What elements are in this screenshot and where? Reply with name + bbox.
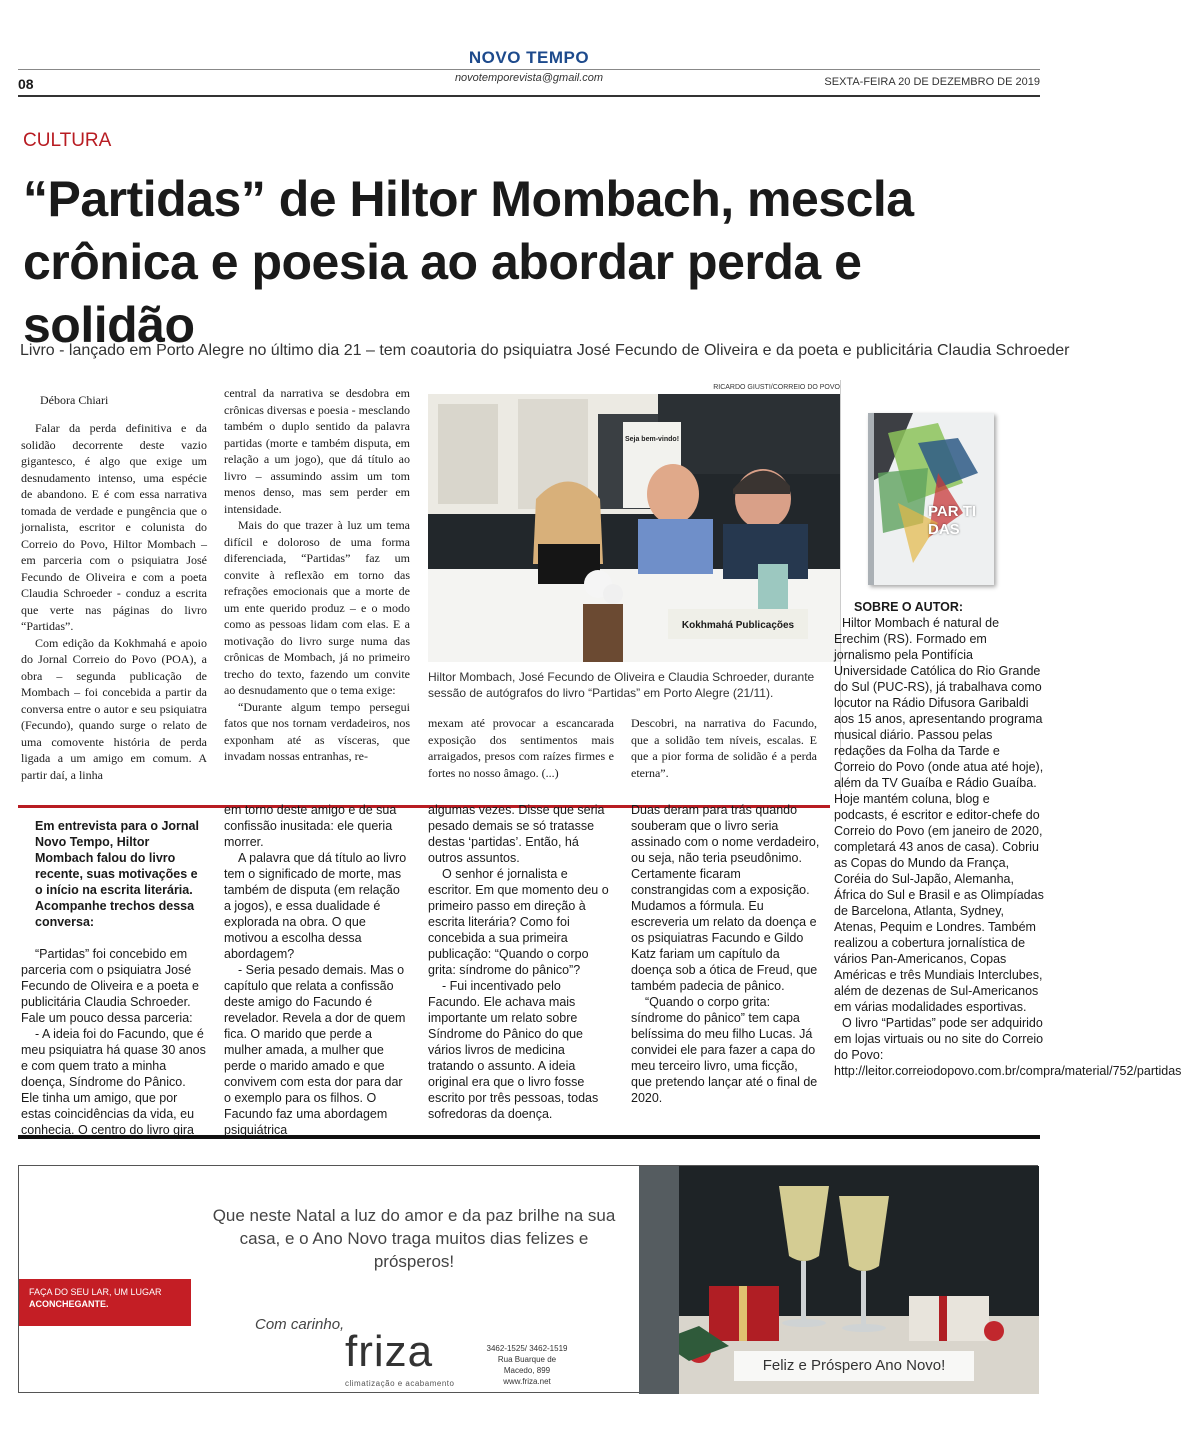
article-paragraph: “Durante algum tempo persegui fatos que nos tornam verdadeiros, nos exponham até as vísceras, que invadam nossas entranhas, re- [224,699,410,763]
article-paragraph: Descobri, na narrativa do Facundo, que a solidão tem níveis, escalas. E que a pior forma de solidão é a perda eterna”. [631,716,817,780]
publisher-sign-text: Kokhmahá Publicações [681,620,795,631]
interview-paragraph: “Partidas” foi concebido em parceria com o psiquiatra José Fecundo de Oliveira e a poeta e publicitária Claudia Schroeder. Fale um pouco dessa parceria: [21,947,199,1025]
ad-tagline-line1: FAÇA DO SEU LAR, UM LUGAR [29,1287,162,1297]
page-divider [18,1135,1040,1139]
ad-tagline-line2: ACONCHEGANTE. [29,1299,109,1309]
book-cover-title: PAR TI DAS [928,503,977,538]
interview-paragraph: em torno deste amigo e de sua confissão inusitada: ele queria morrer. [224,803,397,849]
masthead-title: NOVO TEMPO [468,48,590,67]
ad-address: Rua Buarque de Macedo, 899 [497,1355,557,1375]
interview-column-3 [428,802,614,1122]
article-column-3 [428,715,614,781]
ad-message: Que neste Natal a luz do amor e da paz brilhe na sua casa, e o Ano Novo traga muitos dias felizes e prósperos! [212,1206,616,1271]
interview-paragraph: - A ideia foi do Facundo, que é meu psiquiatra há quase 30 anos e com quem trato a minha doença, Síndrome do Pânico. Ele tinha um amigo, que por estas coincidências da vida, eu conhecia. O centro do livro gira [21,1027,206,1137]
event-photo-illustration [428,394,840,662]
ad-tagline [19,1279,191,1326]
article-column-4 [631,715,817,781]
friza-logo-subtitle: climatização e acabamento [345,1379,455,1388]
ad-website: www.friza.net [503,1377,551,1386]
headline: “Partidas” de Hiltor Mombach, mescla crônica e poesia ao abordar perda e solidão [23,171,914,353]
interview-column-1 [21,818,207,1138]
interview-paragraph: Duas deram para trás quando souberam que o livro seria assinado com o nome verdadeiro, ou seja, não teria pseudônimo. Certamente ficaram constrangidas com a exposição. Mudamos a fórmula. Eu escreveria um relato da doença e os psiquiatras Facundo e Gildo Katz fariam um capítulo da doença sob a ótica de Freud, que também padecia de pânico. [631,803,820,993]
section-label: CULTURA [23,130,112,151]
article-paragraph: central da narrativa se desdobra em crônicas diversas e poesia - mesclando também o duplo sentido da palavra partidas (morte e também disputa, em relação a um jogo), que dá título ao livro – assumindo assim um tom menos denso, mas sem perder em intensidade. [224,386,410,516]
interview-paragraph: - Seria pesado demais. Mas o capítulo que relata a confissão deste amigo do Facundo é revelador. Revela a dor de quem fica. O marido que perde a mulher amada, a mulher que perde o marido amado e que convivem com esta dor para dar o exemplo para os filhos. O Facundo faz uma abordagem psiquiátrica [224,963,406,1137]
welcome-banner-text: Seja bem-vindo! [624,436,680,443]
ad-brand-band [639,1166,679,1394]
about-author-paragraph: Hiltor Mombach é natural de Erechim (RS). Formado em jornalismo pela Pontifícia Universidade Católica do Rio Grande do Sul (PUC-RS), já trabalhava como locutor na Rádio Difusora Garibaldi aos 15 anos, apresentando programa musical diário. Passou pelas redações da Folha da Tarde e Correio do Povo (onde atua até hoje), além da TV Guaíba e Rádio Guaíba. Hoje mantém coluna, blog e podcasts, é escritor e editor-chefe do Correio do Povo (em janeiro de 2020, completará 43 anos de casa). Cobriu as Copas do Mundo da França, Coréia do Sul-Japão, Alemanha, África do Sul e Brasil e as Olimpíadas de Barcelona, Atlanta, Sydney, Atenas, Pequim e Londres. Também realizou a cobertura jornalística de vários Pan-Americanos, Copas Américas e três Mundiais Interclubes, além de dezenas de Sul-Americanos em várias modalidades esportivas. [834,616,1044,1014]
subhead: Livro - lançado em Porto Alegre no último dia 21 – tem coautoria do psiquiatra José Fecundo de Oliveira e da poeta e publicitária Claudia Schroeder [20,342,1070,359]
article-column-2 [224,385,410,765]
article-column-1 [21,420,207,783]
ad-contact [482,1343,572,1387]
book-cover [868,413,994,585]
interview-paragraph: - Fui incentivado pelo Facundo. Ele achava mais importante um relato sobre Síndrome do Pânico do que vários livros de medicina tratando o assunto. A ideia original era que o livro fosse escrito por três pessoas, todas sofredoras da doença. [428,979,599,1121]
article-paragraph: Mais do que trazer à luz um tema difícil e doloroso de uma forma diferenciada, “Partidas” faz um convite à reflexão em torno das refrações emocionais que a morte de um ente querido produz – e o modo como as pessoas lidam com elas. E a motivação do livro surge numa das crônicas de Mombach, já no primeiro trecho do texto, fazendo um convite ao desnudamento que o tema exige: [224,518,410,697]
book-cover-art [868,413,994,585]
about-author-title: SOBRE O AUTOR: [854,600,964,614]
masthead [18,48,1040,96]
interview-paragraph: A palavra que dá título ao livro tem o significado de morte, mas também de disputa (em relação a jogos), e essa dualidade é explorada na obra. O que motivou a escolha dessa abordagem? [224,851,407,961]
byline: Débora Chiari [40,393,109,407]
page-number: 08 [18,76,34,92]
ad-banner: Feliz e Próspero Ano Novo! [734,1351,974,1381]
friza-logo: friza [345,1327,434,1376]
article-paragraph: mexam até provocar a escancarada exposição dos sentimentos mais arraigados, presos com raízes firmes e fortes no nosso âmago. (...) [428,716,614,780]
interview-paragraph: O senhor é jornalista e escritor. Em que momento deu o primeiro passo em direção à escrita literária? Como foi concebida a sua primeira publicação: “Quando o corpo grita: síndrome do pânico”? [428,867,609,977]
masthead-divider [18,95,1040,97]
masthead-rule [18,69,1040,70]
ad-signoff: Com carinho, [255,1316,345,1333]
interview-paragraph: “Quando o corpo grita: síndrome do pânico” tem capa belíssima do meu filho Lucas. Já convidei ele para fazer a capa do meu terceiro livro, uma ficção, que pretendo lançar até o final de 2020. [631,995,818,1105]
interview-lead: Em entrevista para o Jornal Novo Tempo, Hiltor Mombach falou do livro recente, suas motivações e o início na escrita literária. Acompanhe trechos dessa conversa: [35,819,199,929]
photo-credit: RICARDO GIUSTI/CORREIO DO POVO [713,384,840,391]
photo-caption: Hiltor Mombach, José Fecundo de Oliveira e Claudia Schroeder, durante sessão de autógrafos do livro “Partidas” em Porto Alegre (21/11). [428,670,815,700]
interview-column-4 [631,802,821,1106]
friza-advertisement [18,1165,1038,1393]
about-author-box [834,600,1181,1079]
article-paragraph: Com edição da Kokhmahá e apoio do Jornal Correio do Povo (POA), a obra – segunda publicação de Mombach – foi concebida a partir da conversa entre o autor e seu psiquiatra (Fecundo), quando surge o relato de uma comovente história de perda ligada a um amigo em comum. A partir daí, a linha [21,635,207,782]
event-photo [428,394,840,662]
interview-paragraph: algumas vezes. Disse que seria pesado demais se só tratasse destas ‘partidas’. Então, há outros assuntos. [428,803,605,865]
article-paragraph: Falar da perda definitiva e da solidão decorrente deste vazio gigantesco, é algo que exige um desnudamento intenso, uma espécie de abandono. E é com essa narrativa tomada de verdade e pungência que o jornalista, escritor e colunista do Correio do Povo, Hiltor Mombach – em parceria com o psiquiatra José Fecundo de Oliveira e com a poeta Claudia Schroeder - conduz a escrita que verte nas páginas do livro “Partidas”. [21,421,207,633]
masthead-email: novotemporevista@gmail.com [454,72,604,84]
ad-phones: 3462-1525/ 3462-1519 [486,1344,568,1353]
interview-column-2 [224,802,410,1138]
about-author-paragraph: O livro “Partidas” pode ser adquirido em lojas virtuais ou no site do Correio do Povo: http://leitor.correiodopovo.com.br/compra/material/752/partidas [834,1016,1181,1078]
issue-date: SEXTA-FEIRA 20 DE DEZEMBRO DE 2019 [824,76,1040,88]
